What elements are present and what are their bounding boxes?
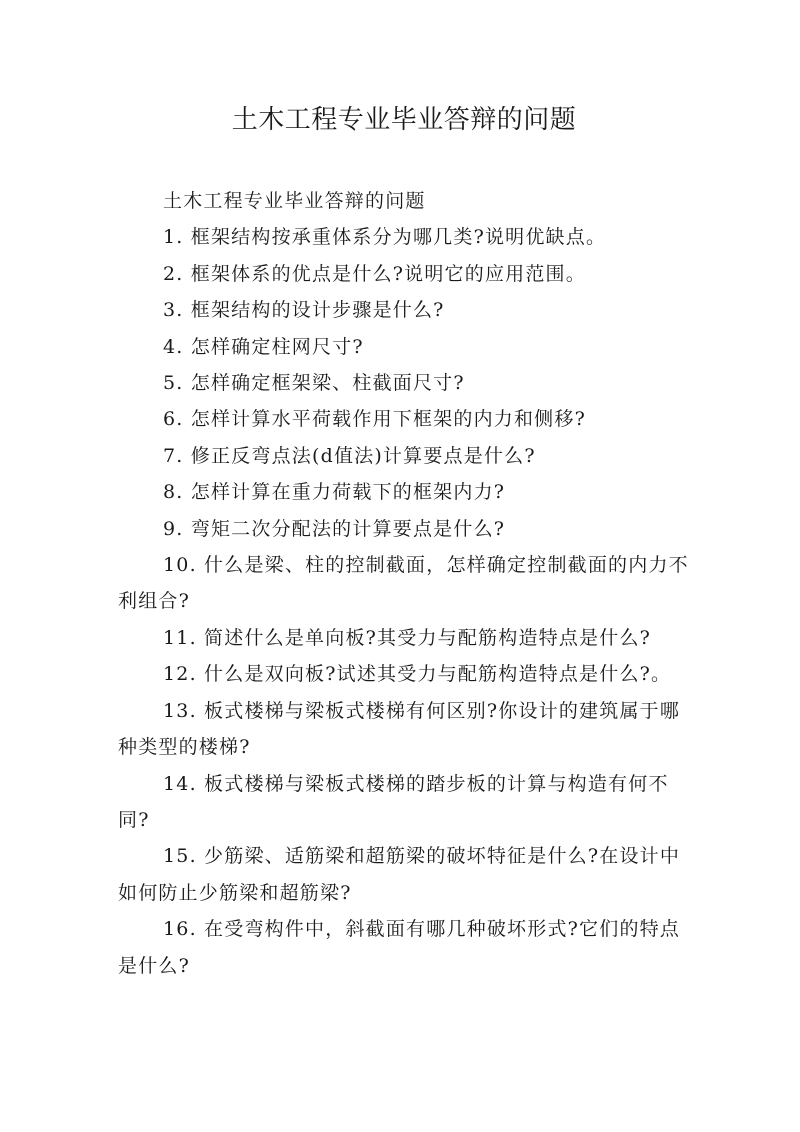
question-8: 8. 怎样计算在重力荷载下的框架内力? (163, 481, 506, 504)
question-9: 9. 弯矩二次分配法的计算要点是什么? (163, 517, 506, 540)
question-10: 10. 什么是梁、柱的控制截面，怎样确定控制截面的内力不利组合? (118, 554, 689, 613)
question-11: 11. 简述什么是单向板?其受力与配筋构造特点是什么? (163, 626, 652, 649)
question-1: 1. 框架结构按承重体系分为哪几类?说明优缺点。 (163, 226, 607, 249)
question-14: 14. 板式楼梯与梁板式楼梯的踏步板的计算与构造有何不同? (118, 772, 669, 831)
question-16: 16. 在受弯构件中，斜截面有哪几种破坏形式?它们的特点是什么? (118, 918, 681, 977)
document-body (118, 183, 690, 984)
question-3: 3. 框架结构的设计步骤是什么? (163, 299, 445, 322)
question-5: 5. 怎样确定框架梁、柱截面尺寸? (163, 372, 465, 395)
question-7: 7. 修正反弯点法(d值法)计算要点是什么? (163, 444, 536, 467)
question-2: 2. 框架体系的优点是什么?说明它的应用范围。 (163, 262, 586, 285)
question-4: 4. 怎样确定柱网尺寸? (163, 335, 364, 358)
document-title: 土木工程专业毕业答辩的问题 (231, 105, 577, 135)
intro-paragraph: 土木工程专业毕业答辩的问题 (163, 190, 426, 212)
question-15: 15. 少筋梁、适筋梁和超筋梁的破坏特征是什么?在设计中如何防止少筋梁和超筋梁? (118, 845, 681, 904)
question-13: 13. 板式楼梯与梁板式楼梯有何区别?你设计的建筑属于哪种类型的楼梯? (118, 699, 681, 759)
question-6: 6. 怎样计算水平荷载作用下框架的内力和侧移? (163, 408, 586, 431)
question-12: 12. 什么是双向板?试述其受力与配筋构造特点是什么?。 (163, 663, 672, 686)
